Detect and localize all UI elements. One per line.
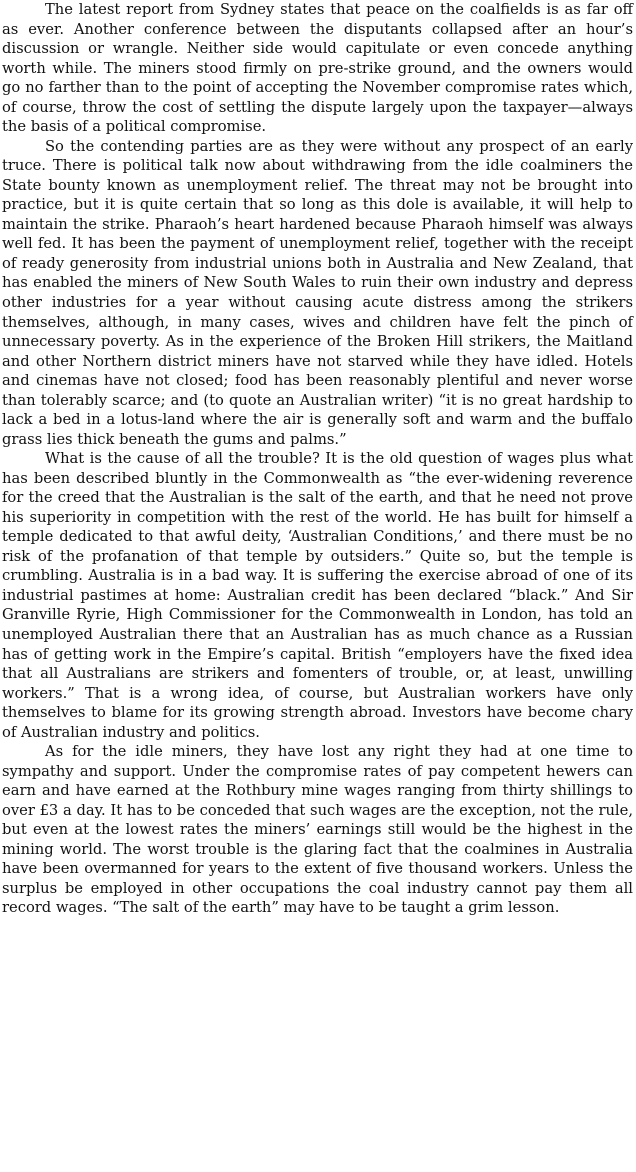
- article-paragraph-4: As for the idle miners, they have lost any right they had at one time to sympathy and support. Under the compromise rates of pay competent hewers can earn and have earned at the Rothbury mine wages ranging from thirty shillings to over £3 a day. It has to be conceded that such wages are the exception, not the rule, but even at the lowest rates the miners’ earnings still would be the highest in the mining world. The worst trouble is the glaring fact that the coalmines in Australia have been overmanned for years to the extent of five thousand workers. Unless the surplus be employed in other occupations the coal industry cannot pay them all record wages. “The salt of the earth” may have to be taught a grim lesson.: [2, 743, 633, 917]
- article-paragraph-2: So the contending parties are as they were without any prospect of an early truce. There is political talk now about withdrawing from the idle coalminers the State bounty known as unemployment relief. The threat may not be brought into practice, but it is quite certain that so long as this dole is available, it will help to maintain the strike. Pharaoh’s heart hardened because Pharaoh himself was always well fed. It has been the payment of unemployment relief, together with the receipt of ready generosity from industrial unions both in Australia and New Zealand, that has enabled the miners of New South Wales to ruin their own industry and depress other industries for a year without causing acute distress among the strikers themselves, although, in many cases, wives and children have felt the pinch of unnecessary poverty. As in the experience of the Broken Hill strikers, the Maitland and other Northern district miners have not starved while they have idled. Hotels and cinemas have not closed; food has been reasonably plentiful and never worse than tolerably scarce; and (to quote an Australian writer) “it is no great hardship to lack a bed in a lotus-land where the air is generally soft and warm and the buffalo grass lies thick beneath the gums and palms.”: [2, 137, 633, 448]
- article-paragraph-1: The latest report from Sydney states that peace on the coalfields is as far off as ever. Another conference between the disputants collapsed after an hour’s discussion or wrangle. Neither side would capitulate or even concede anything worth while. The miners stood firmly on pre-strike ground, and the owners would go no farther than to the point of accepting the November compromise rates which, of course, throw the cost of settling the dispute largely upon the taxpayer—always the basis of a political compromise.: [2, 1, 633, 136]
- article-paragraph-3: What is the cause of all the trouble? It is the old question of wages plus what has been described bluntly in the Commonwealth as “the ever-widening reverence for the creed that the Australian is the salt of the earth, and that he need not prove his superiority in competition with the rest of the world. He has built for himself a temple dedicated to that awful deity, ‘Australian Conditions,’ and there must be no risk of the profanation of that temple by outsiders.” Quite so, but the temple is crumbling. Australia is in a bad way. It is suffering the exercise abroad of one of its industrial pastimes at home: Australian credit has been declared “black.” And Sir Granville Ryrie, High Commissioner for the Commonwealth in London, has told an unemployed Australian there that an Australian has as much chance as a Russian has of getting work in the Empire’s capital. British “employers have the fixed idea that all Australians are strikers and fomenters of trouble, or, at least, unwilling workers.” That is a wrong idea, of course, but Australian workers have only themselves to blame for its growing strength abroad. Investors have become chary of Australian industry and politics.: [2, 450, 633, 741]
